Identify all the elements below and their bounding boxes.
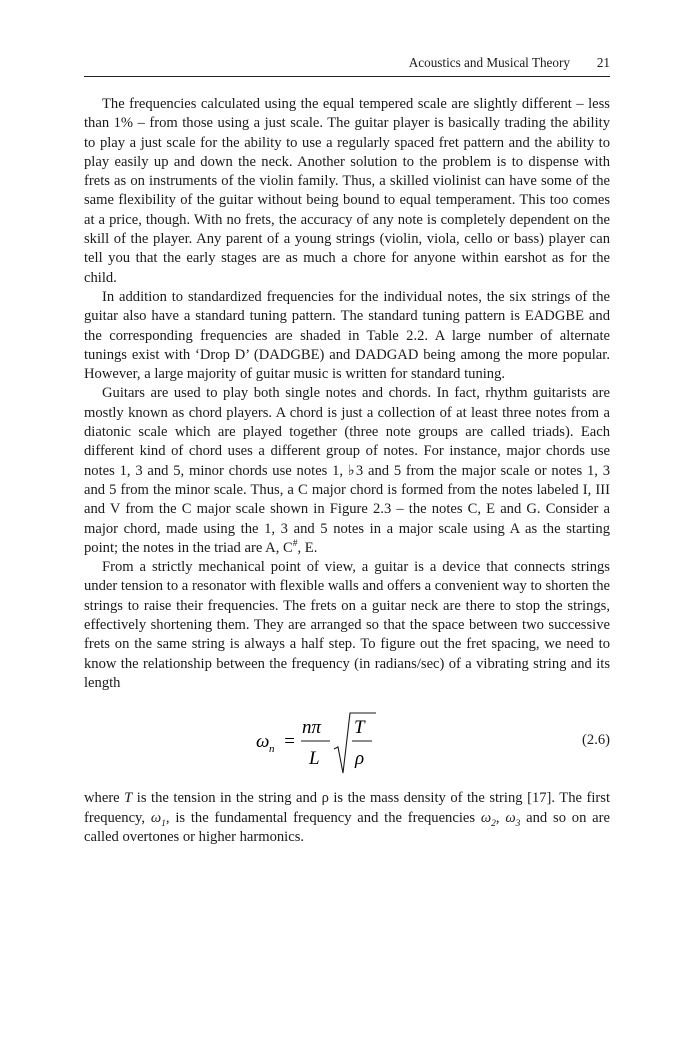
eq-denominator: L [309,748,320,770]
p5-text-3: , is the fundamental frequency and the frequencies [165,809,481,826]
eq-root-denominator: ρ [355,748,365,770]
eq-omega: ω [256,731,270,753]
equation-svg [256,707,386,779]
p5-omega2: ω [480,809,492,826]
paragraph-1: The frequencies calculated using the equal tempered scale are slightly different – less than 1% – from those using a just scale. The guitar player is basically trading the ability to play a just scale for the ability to use a regularly spaced fret pattern and the ability to play easily up and down the neck. Another solution to the problem is to dispense with frets as on instruments of the violin family. Thus, a skilled violinist can have some of the same flexibility of the guitar without being bound to equal temperament. This too comes at a price, though. With no frets, the accuracy of any note is completely dependent on the skill of the player. Any parent of a young strings (violin, viola, cello or bass) player can tell you that the early stages are as much a chore for anyone within earshot as for the child. [84,96,610,286]
page-number: 21 [596,55,610,70]
running-header [84,52,610,77]
eq-root-numerator: T [354,717,365,739]
running-title: Acoustics and Musical Theory [408,55,570,70]
paragraph-3-text: Guitars are used to play both single notes and chords. In fact, rhythm guitarists are mostly known as chord players. A chord is just a collection of at least three notes from a diatonic scale which are played together (three note groups are called triads). Each different kind of chord uses a different group of notes. For instance, major chords use notes 1, 3 and 5, minor chords use notes 1, ♭3 and 5 from the major scale or notes 1, 3 and 5 from the minor scale. Thus, a C major chord is formed from the notes labeled I, III and V from the C major scale shown in Figure 2.3 – the notes C, E and G. Consider a major chord, made using the 1, 3 and 5 notes in a major scale using A as the starting point; the notes in the triad are A, C [84,385,610,556]
p5-omega3: ω [505,809,516,826]
eq-numerator: nπ [302,717,322,739]
p5-omega2-sub: 2 [491,818,496,829]
p5-omega1: ω [150,809,162,826]
sharp-superscript: # [292,538,298,549]
eq-omega-sub: n [269,743,275,756]
p5-text-5: and so on are called overtones or higher harmonics. [84,809,610,845]
paragraph-3-end: , E. [297,539,318,556]
eq-equals: = [283,731,296,753]
body-text [84,95,610,847]
equation-formula [256,707,386,779]
equation-2-6 [84,705,610,781]
p5-omega3-sub: 3 [515,818,521,829]
p5-text-2: is the tension in the string and ρ is the mass density of the string [17]. The first frequency, [84,790,610,826]
paragraph-4: From a strictly mechanical point of view, a guitar is a device that connects strings under tension to a resonator with flexible walls and offers a convenient way to shorten the strings to raise their frequencies. The frets on a guitar neck are there to stop the strings, effectively shortening them. They are arranged so that the space between two successive frets on the same string is always a half step. To figure out the fret spacing, we need to know the relationship between the frequency (in radians/sec) of a vibrating string and its length [84,559,610,691]
paragraph-2: In addition to standardized frequencies for the individual notes, the six strings of the guitar also have a standard tuning pattern. The standard tuning pattern is EADGBE and the corresponding frequencies are shaded in Table 2.2. A large number of alternate tunings exist with ‘Drop D’ (DADGBE) and DADGAD being among the more popular. However, a large majority of guitar music is written for standard tuning. [84,288,610,383]
equation-number: (2.6) [582,732,610,749]
p5-omega1-sub: 1 [161,818,166,829]
p5-text-1: where [84,790,125,807]
paragraph-5 [84,789,610,847]
paragraph-3 [84,384,610,558]
p5-text-4: , [495,809,506,826]
p5-tension-symbol: T [124,790,133,807]
